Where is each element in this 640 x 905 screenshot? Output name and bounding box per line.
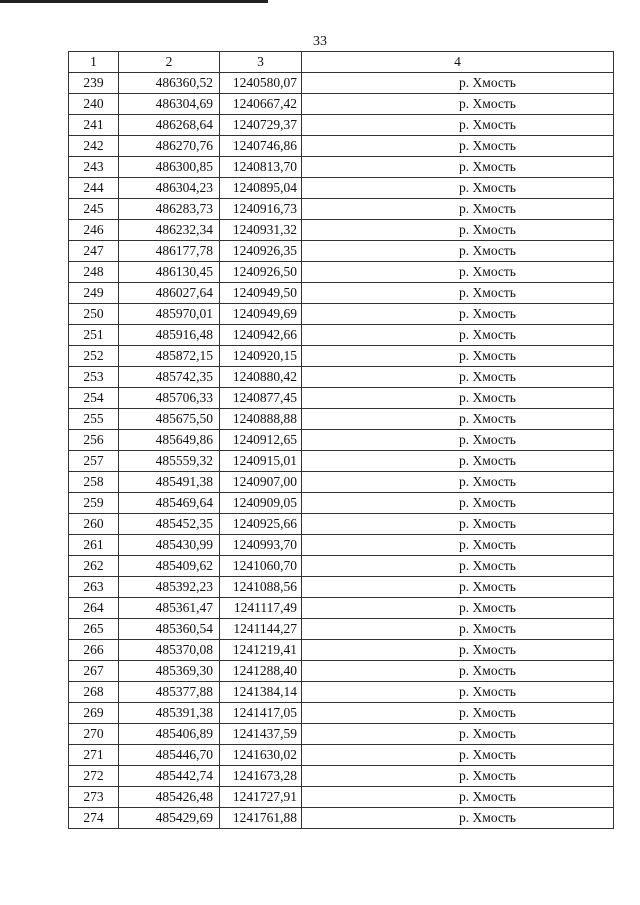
x-coordinate-cell: 485392,23: [119, 577, 220, 598]
description-cell: р. Хмость: [302, 367, 614, 388]
y-coordinate-cell: 1240926,35: [220, 241, 302, 262]
y-coordinate-cell: 1241144,27: [220, 619, 302, 640]
table-row: [69, 388, 614, 409]
description-cell: р. Хмость: [302, 409, 614, 430]
point-number-cell: 272: [69, 766, 119, 787]
table-row: [69, 325, 614, 346]
x-coordinate-cell: 485742,35: [119, 367, 220, 388]
description-cell: р. Хмость: [302, 220, 614, 241]
x-coordinate-cell: 486360,52: [119, 73, 220, 94]
description-cell: р. Хмость: [302, 472, 614, 493]
point-number-cell: 267: [69, 661, 119, 682]
table-row: [69, 640, 614, 661]
point-number-cell: 242: [69, 136, 119, 157]
table-row: [69, 94, 614, 115]
description-cell: р. Хмость: [302, 577, 614, 598]
y-coordinate-cell: 1241219,41: [220, 640, 302, 661]
point-number-cell: 250: [69, 304, 119, 325]
description-cell: р. Хмость: [302, 241, 614, 262]
table-row: [69, 220, 614, 241]
point-number-cell: 270: [69, 724, 119, 745]
table-row: [69, 115, 614, 136]
x-coordinate-cell: 485649,86: [119, 430, 220, 451]
y-coordinate-cell: 1240813,70: [220, 157, 302, 178]
point-number-cell: 258: [69, 472, 119, 493]
x-coordinate-cell: 486304,23: [119, 178, 220, 199]
y-coordinate-cell: 1240888,88: [220, 409, 302, 430]
table-row: [69, 724, 614, 745]
y-coordinate-cell: 1241417,05: [220, 703, 302, 724]
table-row: [69, 598, 614, 619]
description-cell: р. Хмость: [302, 451, 614, 472]
point-number-cell: 243: [69, 157, 119, 178]
column-header-1: 1: [69, 52, 119, 73]
x-coordinate-cell: 485469,64: [119, 493, 220, 514]
description-cell: р. Хмость: [302, 556, 614, 577]
table-row: [69, 493, 614, 514]
point-number-cell: 253: [69, 367, 119, 388]
table-row: [69, 535, 614, 556]
x-coordinate-cell: 486300,85: [119, 157, 220, 178]
x-coordinate-cell: 485369,30: [119, 661, 220, 682]
y-coordinate-cell: 1240880,42: [220, 367, 302, 388]
description-cell: р. Хмость: [302, 724, 614, 745]
table-row: [69, 178, 614, 199]
y-coordinate-cell: 1240729,37: [220, 115, 302, 136]
x-coordinate-cell: 485916,48: [119, 325, 220, 346]
y-coordinate-cell: 1240920,15: [220, 346, 302, 367]
y-coordinate-cell: 1240895,04: [220, 178, 302, 199]
table-row: [69, 73, 614, 94]
x-coordinate-cell: 485377,88: [119, 682, 220, 703]
point-number-cell: 259: [69, 493, 119, 514]
point-number-cell: 263: [69, 577, 119, 598]
table-row: [69, 808, 614, 829]
point-number-cell: 261: [69, 535, 119, 556]
table-row: [69, 766, 614, 787]
top-rule: [0, 0, 268, 3]
point-number-cell: 268: [69, 682, 119, 703]
y-coordinate-cell: 1240916,73: [220, 199, 302, 220]
x-coordinate-cell: 485559,32: [119, 451, 220, 472]
description-cell: р. Хмость: [302, 388, 614, 409]
table-row: [69, 136, 614, 157]
y-coordinate-cell: 1240877,45: [220, 388, 302, 409]
point-number-cell: 240: [69, 94, 119, 115]
table-row: [69, 199, 614, 220]
y-coordinate-cell: 1240949,69: [220, 304, 302, 325]
y-coordinate-cell: 1240949,50: [220, 283, 302, 304]
x-coordinate-cell: 485406,89: [119, 724, 220, 745]
description-cell: р. Хмость: [302, 682, 614, 703]
point-number-cell: 248: [69, 262, 119, 283]
description-cell: р. Хмость: [302, 262, 614, 283]
x-coordinate-cell: 485706,33: [119, 388, 220, 409]
description-cell: р. Хмость: [302, 493, 614, 514]
y-coordinate-cell: 1241437,59: [220, 724, 302, 745]
point-number-cell: 249: [69, 283, 119, 304]
x-coordinate-cell: 485360,54: [119, 619, 220, 640]
table-row: [69, 262, 614, 283]
y-coordinate-cell: 1240667,42: [220, 94, 302, 115]
y-coordinate-cell: 1241288,40: [220, 661, 302, 682]
x-coordinate-cell: 486232,34: [119, 220, 220, 241]
x-coordinate-cell: 485361,47: [119, 598, 220, 619]
point-number-cell: 239: [69, 73, 119, 94]
coordinates-table: [68, 51, 614, 829]
point-number-cell: 255: [69, 409, 119, 430]
y-coordinate-cell: 1241727,91: [220, 787, 302, 808]
table-row: [69, 745, 614, 766]
y-coordinate-cell: 1240925,66: [220, 514, 302, 535]
description-cell: р. Хмость: [302, 94, 614, 115]
description-cell: р. Хмость: [302, 199, 614, 220]
table-row: [69, 283, 614, 304]
point-number-cell: 273: [69, 787, 119, 808]
description-cell: р. Хмость: [302, 157, 614, 178]
point-number-cell: 251: [69, 325, 119, 346]
point-number-cell: 241: [69, 115, 119, 136]
point-number-cell: 271: [69, 745, 119, 766]
x-coordinate-cell: 486283,73: [119, 199, 220, 220]
description-cell: р. Хмость: [302, 430, 614, 451]
y-coordinate-cell: 1240942,66: [220, 325, 302, 346]
y-coordinate-cell: 1240909,05: [220, 493, 302, 514]
point-number-cell: 244: [69, 178, 119, 199]
table-row: [69, 577, 614, 598]
x-coordinate-cell: 485970,01: [119, 304, 220, 325]
y-coordinate-cell: 1240931,32: [220, 220, 302, 241]
point-number-cell: 265: [69, 619, 119, 640]
description-cell: р. Хмость: [302, 703, 614, 724]
x-coordinate-cell: 485429,69: [119, 808, 220, 829]
x-coordinate-cell: 486177,78: [119, 241, 220, 262]
point-number-cell: 269: [69, 703, 119, 724]
x-coordinate-cell: 486027,64: [119, 283, 220, 304]
page-number: 33: [313, 34, 327, 49]
y-coordinate-cell: 1241630,02: [220, 745, 302, 766]
x-coordinate-cell: 485446,70: [119, 745, 220, 766]
y-coordinate-cell: 1241088,56: [220, 577, 302, 598]
description-cell: р. Хмость: [302, 325, 614, 346]
description-cell: р. Хмость: [302, 619, 614, 640]
point-number-cell: 256: [69, 430, 119, 451]
y-coordinate-cell: 1241384,14: [220, 682, 302, 703]
y-coordinate-cell: 1240912,65: [220, 430, 302, 451]
table-row: [69, 787, 614, 808]
y-coordinate-cell: 1241060,70: [220, 556, 302, 577]
y-coordinate-cell: 1240746,86: [220, 136, 302, 157]
x-coordinate-cell: 485442,74: [119, 766, 220, 787]
description-cell: р. Хмость: [302, 598, 614, 619]
column-header-2: 2: [119, 52, 220, 73]
point-number-cell: 264: [69, 598, 119, 619]
y-coordinate-cell: 1240993,70: [220, 535, 302, 556]
table-row: [69, 619, 614, 640]
x-coordinate-cell: 485409,62: [119, 556, 220, 577]
y-coordinate-cell: 1240926,50: [220, 262, 302, 283]
description-cell: р. Хмость: [302, 178, 614, 199]
x-coordinate-cell: 485675,50: [119, 409, 220, 430]
x-coordinate-cell: 485426,48: [119, 787, 220, 808]
x-coordinate-cell: 485452,35: [119, 514, 220, 535]
description-cell: р. Хмость: [302, 514, 614, 535]
description-cell: р. Хмость: [302, 73, 614, 94]
table-row: [69, 157, 614, 178]
table-row: [69, 703, 614, 724]
table-row: [69, 472, 614, 493]
column-header-3: 3: [220, 52, 302, 73]
point-number-cell: 260: [69, 514, 119, 535]
table-row: [69, 661, 614, 682]
header-row: [69, 52, 614, 73]
point-number-cell: 254: [69, 388, 119, 409]
x-coordinate-cell: 485370,08: [119, 640, 220, 661]
x-coordinate-cell: 486268,64: [119, 115, 220, 136]
table-row: [69, 409, 614, 430]
point-number-cell: 266: [69, 640, 119, 661]
x-coordinate-cell: 485491,38: [119, 472, 220, 493]
point-number-cell: 262: [69, 556, 119, 577]
x-coordinate-cell: 486304,69: [119, 94, 220, 115]
x-coordinate-cell: 485391,38: [119, 703, 220, 724]
description-cell: р. Хмость: [302, 661, 614, 682]
table-row: [69, 451, 614, 472]
table-row: [69, 514, 614, 535]
y-coordinate-cell: 1241673,28: [220, 766, 302, 787]
description-cell: р. Хмость: [302, 136, 614, 157]
description-cell: р. Хмость: [302, 304, 614, 325]
description-cell: р. Хмость: [302, 745, 614, 766]
point-number-cell: 247: [69, 241, 119, 262]
x-coordinate-cell: 485430,99: [119, 535, 220, 556]
y-coordinate-cell: 1241117,49: [220, 598, 302, 619]
y-coordinate-cell: 1240915,01: [220, 451, 302, 472]
point-number-cell: 274: [69, 808, 119, 829]
description-cell: р. Хмость: [302, 766, 614, 787]
description-cell: р. Хмость: [302, 115, 614, 136]
table-row: [69, 241, 614, 262]
point-number-cell: 252: [69, 346, 119, 367]
y-coordinate-cell: 1240580,07: [220, 73, 302, 94]
column-header-4: 4: [302, 52, 614, 73]
description-cell: р. Хмость: [302, 346, 614, 367]
x-coordinate-cell: 485872,15: [119, 346, 220, 367]
point-number-cell: 246: [69, 220, 119, 241]
table-row: [69, 304, 614, 325]
y-coordinate-cell: 1241761,88: [220, 808, 302, 829]
table-row: [69, 682, 614, 703]
description-cell: р. Хмость: [302, 787, 614, 808]
table-row: [69, 367, 614, 388]
description-cell: р. Хмость: [302, 808, 614, 829]
table-row: [69, 346, 614, 367]
table-row: [69, 430, 614, 451]
table-row: [69, 556, 614, 577]
description-cell: р. Хмость: [302, 535, 614, 556]
description-cell: р. Хмость: [302, 283, 614, 304]
x-coordinate-cell: 486130,45: [119, 262, 220, 283]
point-number-cell: 245: [69, 199, 119, 220]
point-number-cell: 257: [69, 451, 119, 472]
y-coordinate-cell: 1240907,00: [220, 472, 302, 493]
x-coordinate-cell: 486270,76: [119, 136, 220, 157]
description-cell: р. Хмость: [302, 640, 614, 661]
